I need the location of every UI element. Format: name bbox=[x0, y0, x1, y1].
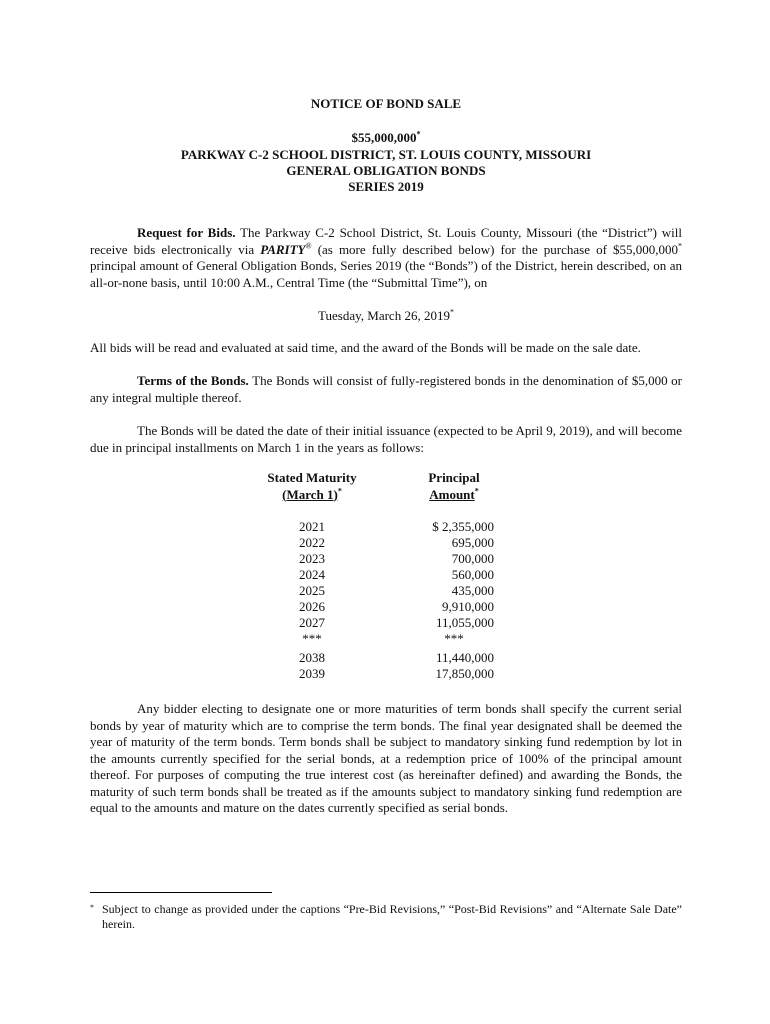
row-amount: $ 2,355,000 bbox=[432, 519, 494, 534]
term-bonds-paragraph: Any bidder electing to designate one or more maturities of term bonds shall specify the current serial bonds by year of maturity which are to comprise the term bonds. The final year designated shall be deemed the year of maturity of the term bonds. Term bonds shall be subject to mandatory sinking fund redemption by lot in the amounts currently specified for the serial bonds, at a redemption price of 100% of the principal amount thereof. For purposes of computing the true interest cost (as hereinafter defined) and awarding the Bonds, the maturity of such term bonds shall be treated as if the amounts subject to mandatory sinking fund redemption are equal to the amounts and mature on the dates currently specified as serial bonds. bbox=[90, 701, 682, 815]
row-year: 2026 bbox=[299, 599, 325, 614]
row-amount: 700,000 bbox=[451, 551, 494, 566]
maturity-header-line2: (March 1) bbox=[282, 486, 338, 502]
bond-amount bbox=[90, 130, 682, 146]
sale-date-mark: * bbox=[449, 307, 454, 317]
row-amount: 9,910,000 bbox=[442, 599, 494, 614]
bond-amount-value: $55,000,000 bbox=[351, 130, 417, 145]
row-year: 2027 bbox=[299, 615, 325, 630]
sale-date bbox=[90, 308, 682, 325]
table-row bbox=[264, 631, 494, 647]
table-row bbox=[264, 535, 494, 551]
bond-series: SERIES 2019 bbox=[348, 179, 424, 194]
table-row bbox=[264, 599, 494, 615]
table-row bbox=[264, 615, 494, 631]
parity-mark: ® bbox=[305, 241, 312, 251]
table-row bbox=[264, 583, 494, 599]
request-for-bids-heading: Request for Bids. bbox=[137, 225, 236, 240]
amount-header-mark: * bbox=[474, 486, 479, 496]
footnote-divider bbox=[90, 892, 272, 893]
table-row bbox=[264, 650, 494, 666]
bond-type: GENERAL OBLIGATION BONDS bbox=[286, 163, 486, 178]
row-amount: 695,000 bbox=[451, 535, 494, 550]
terms-heading: Terms of the Bonds. bbox=[137, 373, 249, 388]
table-row bbox=[264, 666, 494, 682]
row-year: 2039 bbox=[299, 666, 325, 681]
amount-column-header bbox=[414, 470, 494, 503]
footnote-text: Subject to change as provided under the captions “Pre-Bid Revisions,” “Post-Bid Revisions” and “Alternate Sale Date” herein. bbox=[102, 902, 682, 931]
maturity-header-line1: Stated Maturity bbox=[267, 470, 357, 485]
maturity-header-mark: * bbox=[337, 486, 342, 496]
row-year: *** bbox=[302, 631, 322, 646]
terms-paragraph bbox=[90, 373, 682, 406]
row-amount: 11,440,000 bbox=[435, 650, 494, 665]
row-amount: *** bbox=[444, 631, 464, 646]
row-amount: 11,055,000 bbox=[435, 615, 494, 630]
row-amount: 17,850,000 bbox=[435, 666, 494, 681]
award-paragraph: All bids will be read and evaluated at said time, and the award of the Bonds will be made on the sale date. bbox=[90, 340, 641, 355]
row-year: 2038 bbox=[299, 650, 325, 665]
row-year: 2021 bbox=[299, 519, 325, 534]
table-row bbox=[264, 567, 494, 583]
row-year: 2023 bbox=[299, 551, 325, 566]
notice-title: NOTICE OF BOND SALE bbox=[310, 96, 462, 111]
issuer-name: PARKWAY C-2 SCHOOL DISTRICT, ST. LOUIS COUNTY, MISSOURI bbox=[180, 147, 592, 162]
request-text-2: (as more fully described below) for the purchase of $55,000,000 bbox=[317, 241, 679, 257]
row-year: 2025 bbox=[299, 583, 325, 598]
footnote bbox=[90, 902, 682, 932]
parity-platform: PARITY bbox=[260, 241, 306, 257]
table-row bbox=[264, 519, 494, 535]
sale-date-text: Tuesday, March 26, 2019 bbox=[318, 308, 450, 323]
row-year: 2024 bbox=[299, 567, 325, 582]
dating-paragraph: The Bonds will be dated the date of their initial issuance (expected to be April 9, 2019), and will become due in principal installments on March 1 in the years as follows: bbox=[90, 423, 682, 455]
request-text-1: The Parkway C-2 School District, St. Louis County, Missouri (the “District”) will receive bids electronically via bbox=[90, 225, 683, 257]
amount-header-line2: Amount bbox=[429, 486, 475, 502]
bond-amount-mark: * bbox=[416, 129, 421, 139]
row-amount: 435,000 bbox=[451, 583, 494, 598]
amount-footnote-mark: * bbox=[678, 241, 683, 251]
request-for-bids-paragraph bbox=[90, 225, 682, 291]
amount-header-line1: Principal bbox=[428, 470, 480, 485]
table-row bbox=[264, 551, 494, 567]
row-amount: 560,000 bbox=[451, 567, 494, 582]
row-year: 2022 bbox=[299, 535, 325, 550]
terms-text: The Bonds will consist of fully-registered bonds in the denomination of $5,000 or any integral multiple thereof. bbox=[90, 373, 683, 405]
request-text-3: principal amount of General Obligation Bonds, Series 2019 (the “Bonds”) of the District, herein described, on an all-or-none basis, until 10:00 A.M., Central Time (the “Submittal Time”), on bbox=[90, 258, 682, 290]
footnote-mark: * bbox=[90, 903, 94, 912]
maturity-column-header bbox=[264, 470, 360, 503]
